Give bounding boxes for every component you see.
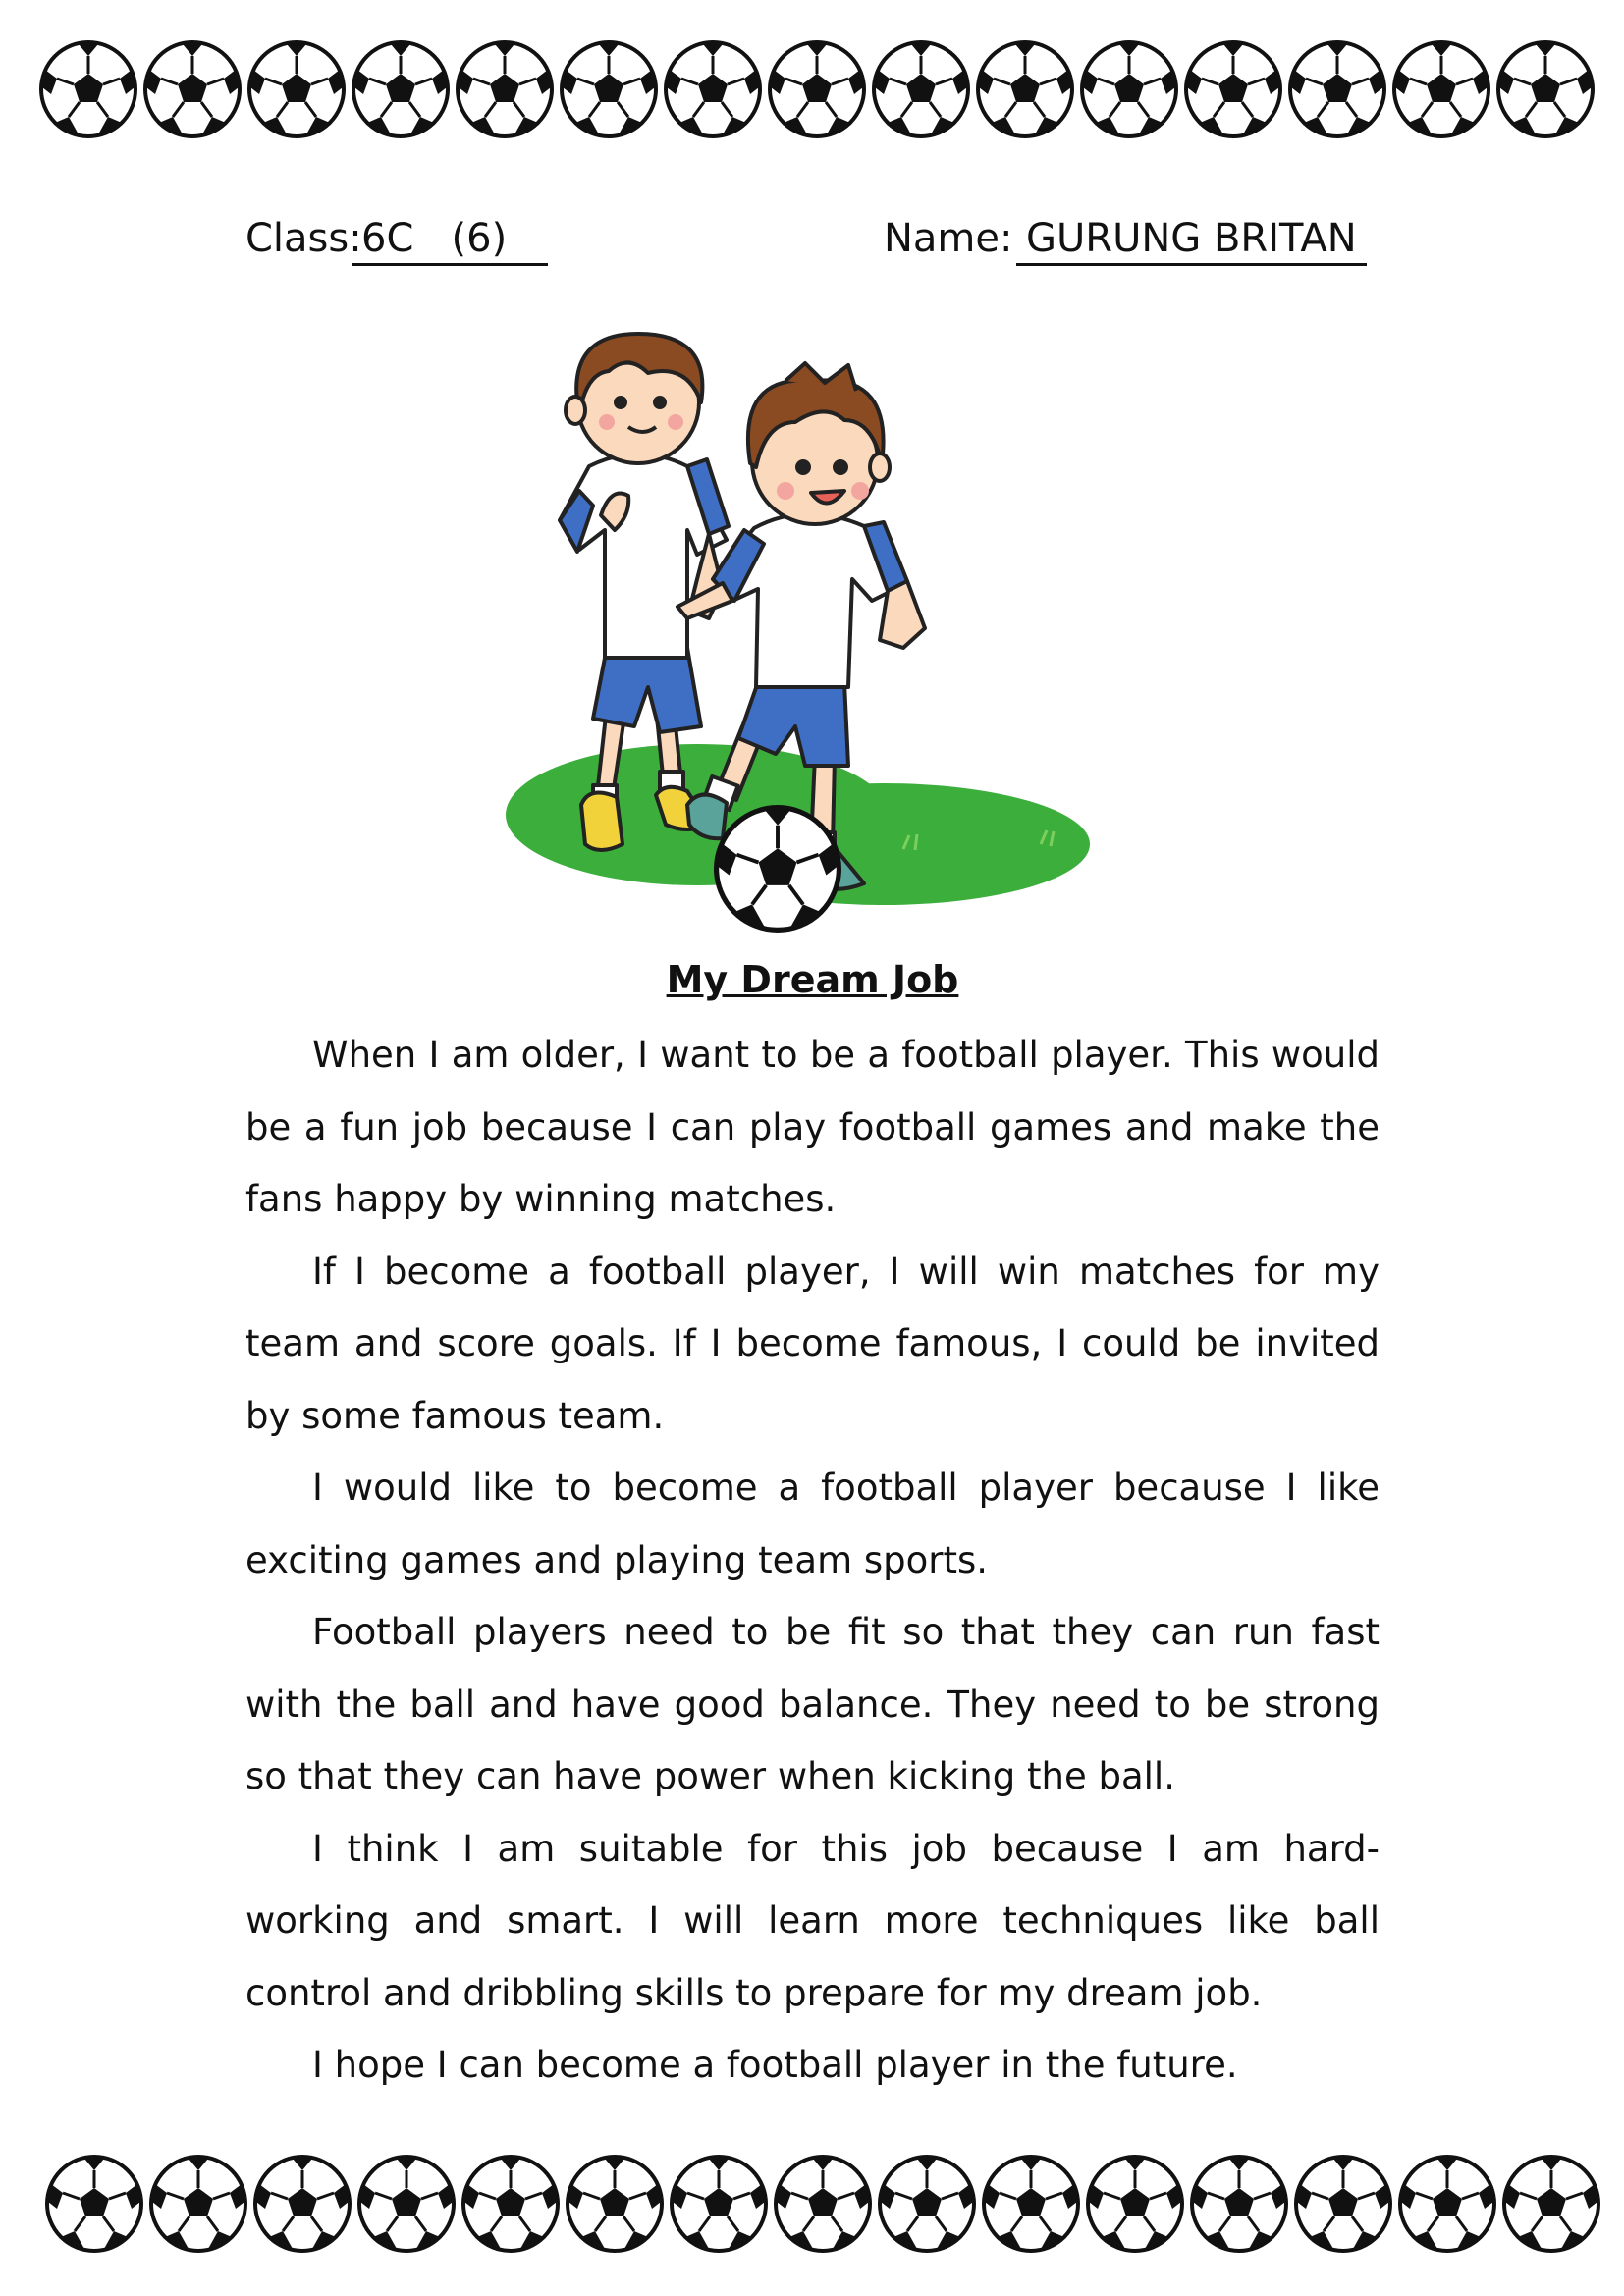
soccer-ball-icon xyxy=(1400,2157,1494,2251)
essay-paragraph: I would like to become a football player because I like exciting games and playing team sports. xyxy=(245,1467,1380,1581)
soccer-ball-icon xyxy=(984,2157,1078,2251)
bottom-ball-border xyxy=(0,2150,1624,2258)
name-label: Name: xyxy=(884,216,1013,261)
soccer-ball-icon xyxy=(458,42,552,136)
soccer-ball-icon xyxy=(1192,2157,1286,2251)
soccer-ball-icon xyxy=(41,42,135,136)
soccer-ball-icon xyxy=(1498,42,1593,136)
class-value: 6C (6) xyxy=(352,216,548,266)
soccer-ball-icon xyxy=(145,42,240,136)
soccer-ball-icon xyxy=(874,42,968,136)
soccer-ball-icon xyxy=(978,42,1072,136)
name-value: GURUNG BRITAN xyxy=(1016,216,1367,266)
soccer-ball-icon xyxy=(562,42,656,136)
soccer-ball-icon xyxy=(770,42,864,136)
soccer-ball-icon xyxy=(1504,2157,1598,2251)
essay-paragraph: I think I am suitable for this job because I am hard-working and smart. I will learn more techniques like ball control and dribbling skills to prepare for my dream job. xyxy=(245,1827,1380,2014)
soccer-ball-icon xyxy=(776,2157,870,2251)
soccer-ball-icon xyxy=(1290,42,1384,136)
soccer-ball-icon xyxy=(666,42,760,136)
top-ball-border xyxy=(0,35,1624,143)
soccer-ball-icon xyxy=(255,2157,350,2251)
soccer-ball-icon xyxy=(1088,2157,1182,2251)
student-info-header xyxy=(245,216,1375,275)
soccer-ball-icon xyxy=(1082,42,1176,136)
soccer-ball-icon xyxy=(1394,42,1489,136)
soccer-ball-icon xyxy=(672,2157,766,2251)
essay-paragraph: When I am older, I want to be a football player. This would be a fun job because I can play football games and make the fans happy by winning matches. xyxy=(245,1034,1380,1220)
soccer-ball-icon xyxy=(880,2157,974,2251)
class-label: Class: xyxy=(245,216,362,261)
essay-paragraph: Football players need to be fit so that they can run fast with the ball and have good balance. They need to be strong so that they can have power when kicking the ball. xyxy=(245,1611,1380,1797)
soccer-ball-icon xyxy=(717,808,839,931)
soccer-ball-icon xyxy=(1296,2157,1390,2251)
soccer-ball-icon xyxy=(463,2157,558,2251)
essay xyxy=(245,950,1380,2102)
essay-paragraph: I hope I can become a football player in the future. xyxy=(312,2044,1238,2086)
soccer-ball-icon xyxy=(47,2157,141,2251)
soccer-ball-icon xyxy=(353,42,448,136)
soccer-ball-icon xyxy=(151,2157,245,2251)
essay-paragraph: If I become a football player, I will win matches for my team and score goals. If I become famous, I could be invited by some famous team. xyxy=(245,1250,1380,1437)
soccer-ball-icon xyxy=(359,2157,454,2251)
essay-title: My Dream Job xyxy=(666,958,959,1001)
soccer-ball-icon xyxy=(568,2157,662,2251)
two-boys-playing-football-illustration xyxy=(491,294,1119,942)
soccer-ball-icon xyxy=(1186,42,1280,136)
soccer-ball-icon xyxy=(249,42,344,136)
